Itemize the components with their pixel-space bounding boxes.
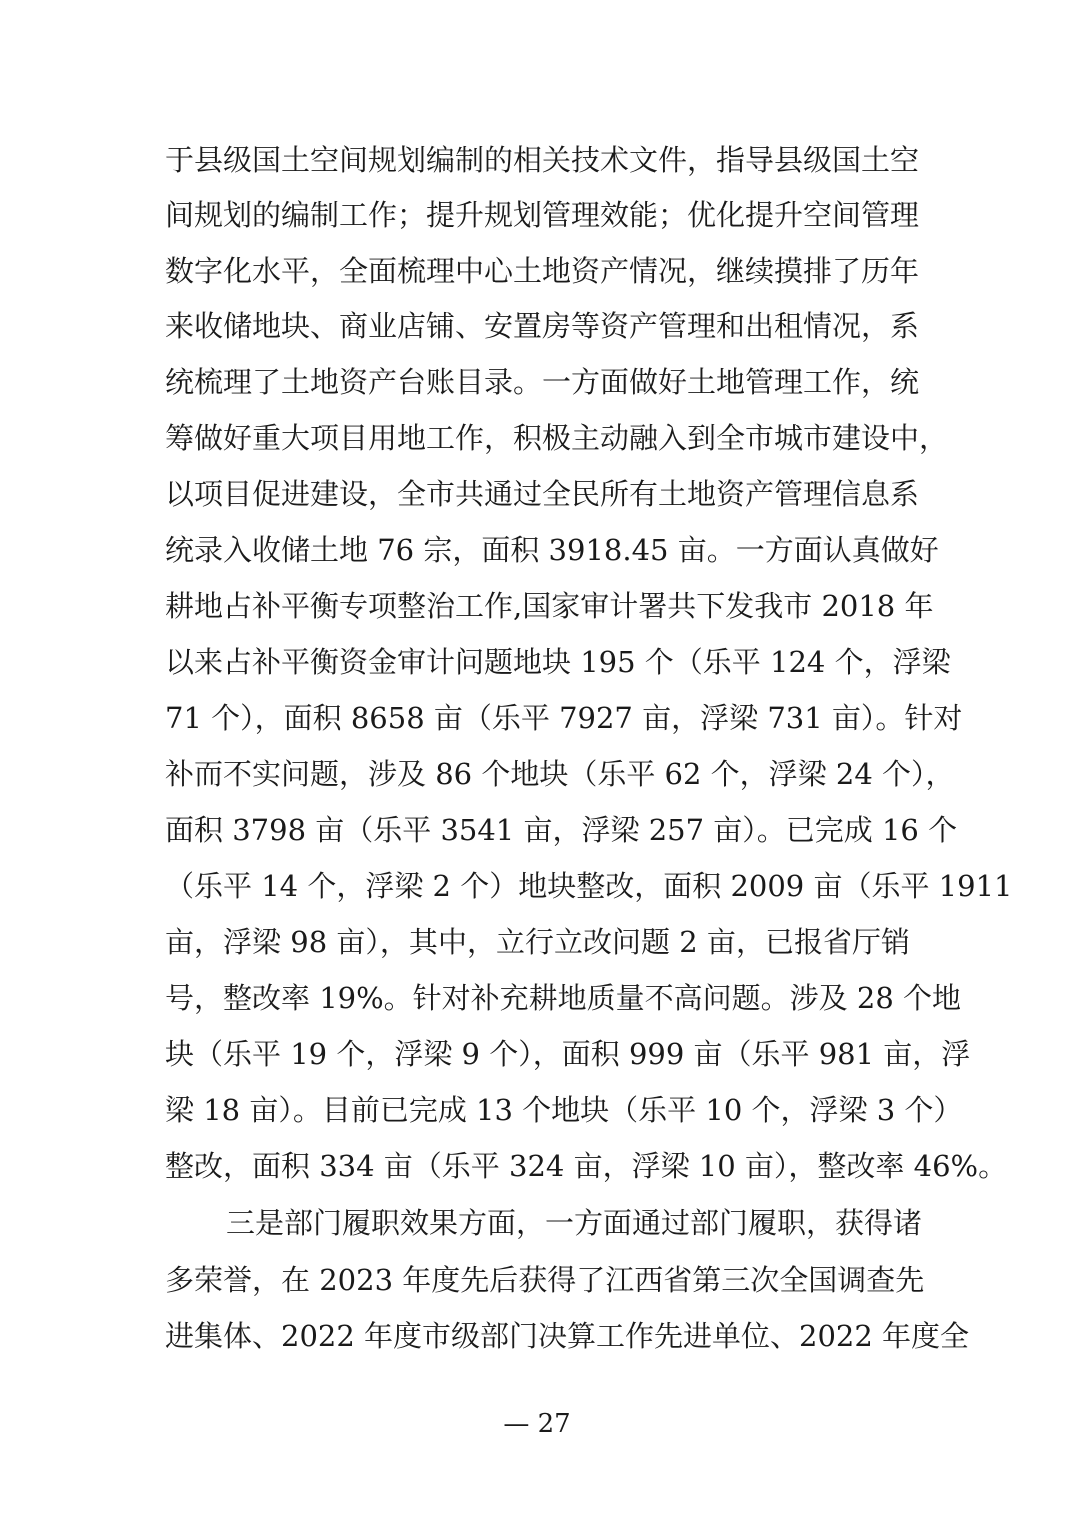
body-text-line: 71 个），面积 8658 亩（乐平 7927 亩，浮梁 731 亩）。针对 bbox=[165, 701, 963, 735]
body-text-line: 整改，面积 334 亩（乐平 324 亩，浮梁 10 亩），整改率 46%。 bbox=[165, 1149, 1008, 1183]
body-text-line: （乐平 14 个，浮梁 2 个）地块整改，面积 2009 亩（乐平 1911 bbox=[165, 869, 1013, 903]
body-text-line: 补而不实问题，涉及 86 个地块（乐平 62 个，浮梁 24 个）， bbox=[165, 757, 955, 791]
body-text-line: 统梳理了土地资产台账目录。一方面做好土地管理工作，统 bbox=[165, 365, 920, 399]
body-text-line: 间规划的编制工作；提升规划管理效能；优化提升空间管理 bbox=[165, 198, 920, 232]
body-text-line: 于县级国土空间规划编制的相关技术文件，指导县级国土空 bbox=[165, 143, 920, 177]
page-number: — 27 bbox=[503, 1409, 571, 1439]
paragraph-start-line: 三是部门履职效果方面，一方面通过部门履职，获得诸 bbox=[226, 1206, 923, 1240]
body-text-line: 以来占补平衡资金审计问题地块 195 个（乐平 124 个，浮梁 bbox=[165, 645, 951, 679]
body-text-line: 数字化水平，全面梳理中心土地资产情况，继续摸排了历年 bbox=[165, 254, 920, 288]
body-text-line: 梁 18 亩）。目前已完成 13 个地块（乐平 10 个，浮梁 3 个） bbox=[165, 1093, 963, 1127]
body-text-line: 号，整改率 19%。针对补充耕地质量不高问题。涉及 28 个地 bbox=[165, 981, 962, 1015]
body-text-line: 来收储地块、商业店铺、安置房等资产管理和出租情况，系 bbox=[165, 309, 920, 343]
body-text-line: 统录入收储土地 76 宗，面积 3918.45 亩。一方面认真做好 bbox=[165, 533, 939, 567]
body-text-line: 块（乐平 19 个，浮梁 9 个），面积 999 亩（乐平 981 亩，浮 bbox=[165, 1037, 971, 1071]
body-text-line: 亩，浮梁 98 亩），其中，立行立改问题 2 亩，已报省厅销 bbox=[165, 925, 910, 959]
body-text-line: 多荣誉，在 2023 年度先后获得了江西省第三次全国调查先 bbox=[165, 1263, 925, 1297]
body-text-line: 进集体、2022 年度市级部门决算工作先进单位、2022 年度全 bbox=[165, 1319, 970, 1353]
body-text-line: 筹做好重大项目用地工作，积极主动融入到全市城市建设中， bbox=[165, 421, 949, 455]
body-text-line: 以项目促进建设，全市共通过全民所有土地资产管理信息系 bbox=[165, 477, 920, 511]
body-text-line: 耕地占补平衡专项整治工作,国家审计署共下发我市 2018 年 bbox=[165, 589, 934, 623]
body-text-line: 面积 3798 亩（乐平 3541 亩，浮梁 257 亩）。已完成 16 个 bbox=[165, 813, 958, 847]
